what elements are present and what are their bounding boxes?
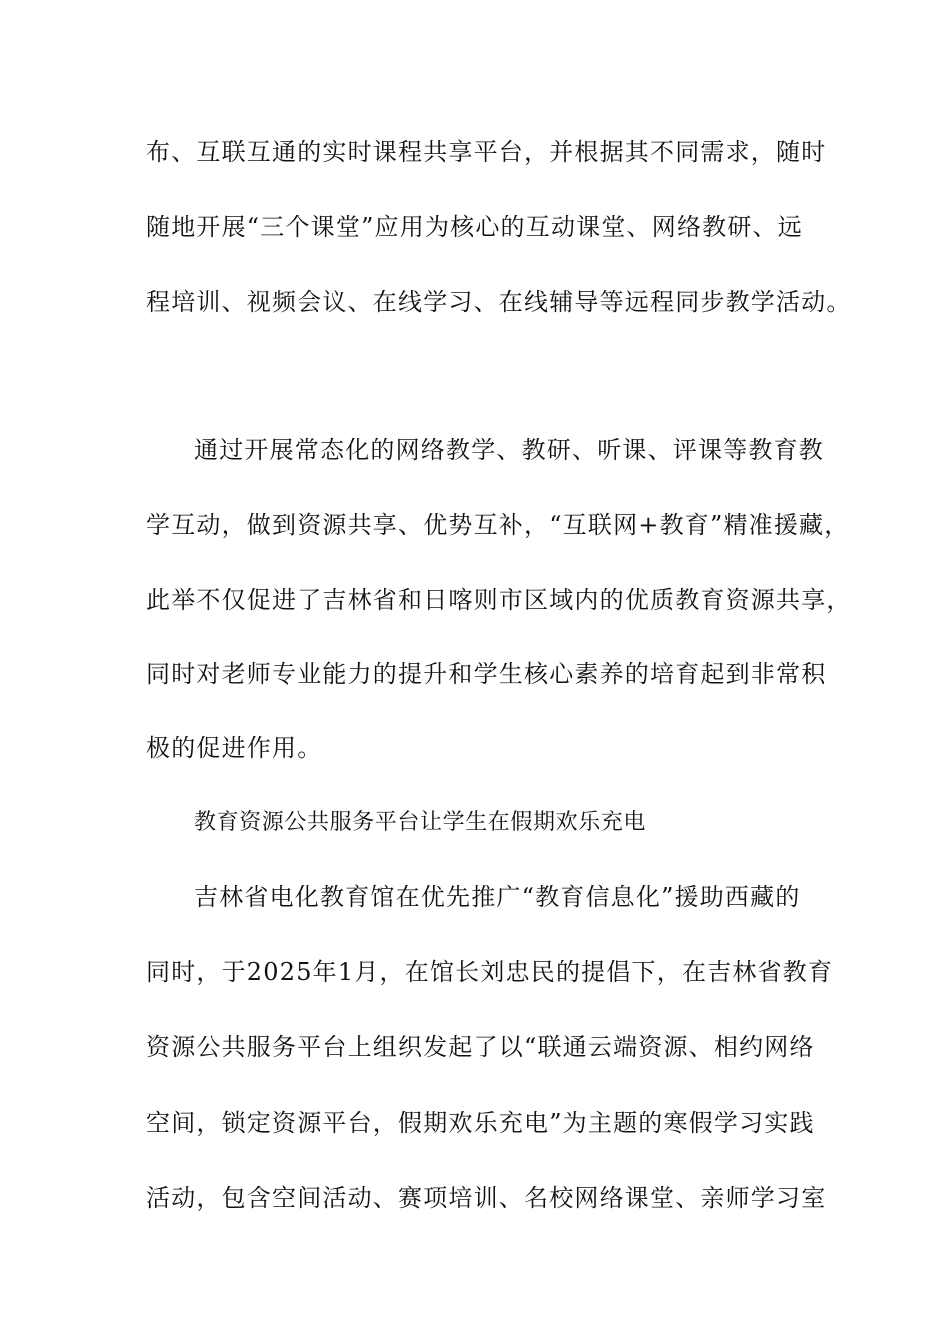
- paragraph-line: 此举不仅促进了吉林省和日喀则市区域内的优质教育资源共享，: [146, 586, 852, 614]
- paragraph-line: 同时，于2025年1月，在馆长刘忠民的提倡下，在吉林省教育: [146, 958, 834, 986]
- paragraph-line: 活动，包含空间活动、赛项培训、名校网络课堂、亲师学习室: [146, 1184, 827, 1212]
- section-heading: 教育资源公共服务平台让学生在假期欢乐充电: [194, 810, 647, 835]
- paragraph-line: 空间，锁定资源平台，假期欢乐充电”为主题的寒假学习实践: [146, 1109, 815, 1137]
- paragraph-line: 资源公共服务平台上组织发起了以“联通云端资源、相约网络: [146, 1033, 815, 1061]
- paragraph-line: 布、互联互通的实时课程共享平台，并根据其不同需求，随时: [146, 138, 827, 166]
- paragraph-line: 极的促进作用。: [146, 734, 323, 762]
- paragraph-line: 同时对老师专业能力的提升和学生核心素养的培育起到非常积: [146, 660, 827, 688]
- paragraph-line: 随地开展“三个课堂”应用为核心的互动课堂、网络教研、远: [146, 213, 803, 241]
- paragraph-line: 学互动，做到资源共享、优势互补，“互联网+教育”精准援藏，: [146, 511, 850, 539]
- paragraph-line: 程培训、视频会议、在线学习、在线辅导等远程同步教学活动。: [146, 288, 852, 316]
- paragraph-line: 通过开展常态化的网络教学、教研、听课、评课等教育教: [194, 436, 824, 464]
- paragraph-line: 吉林省电化教育馆在优先推广“教育信息化”援助西藏的: [194, 883, 801, 911]
